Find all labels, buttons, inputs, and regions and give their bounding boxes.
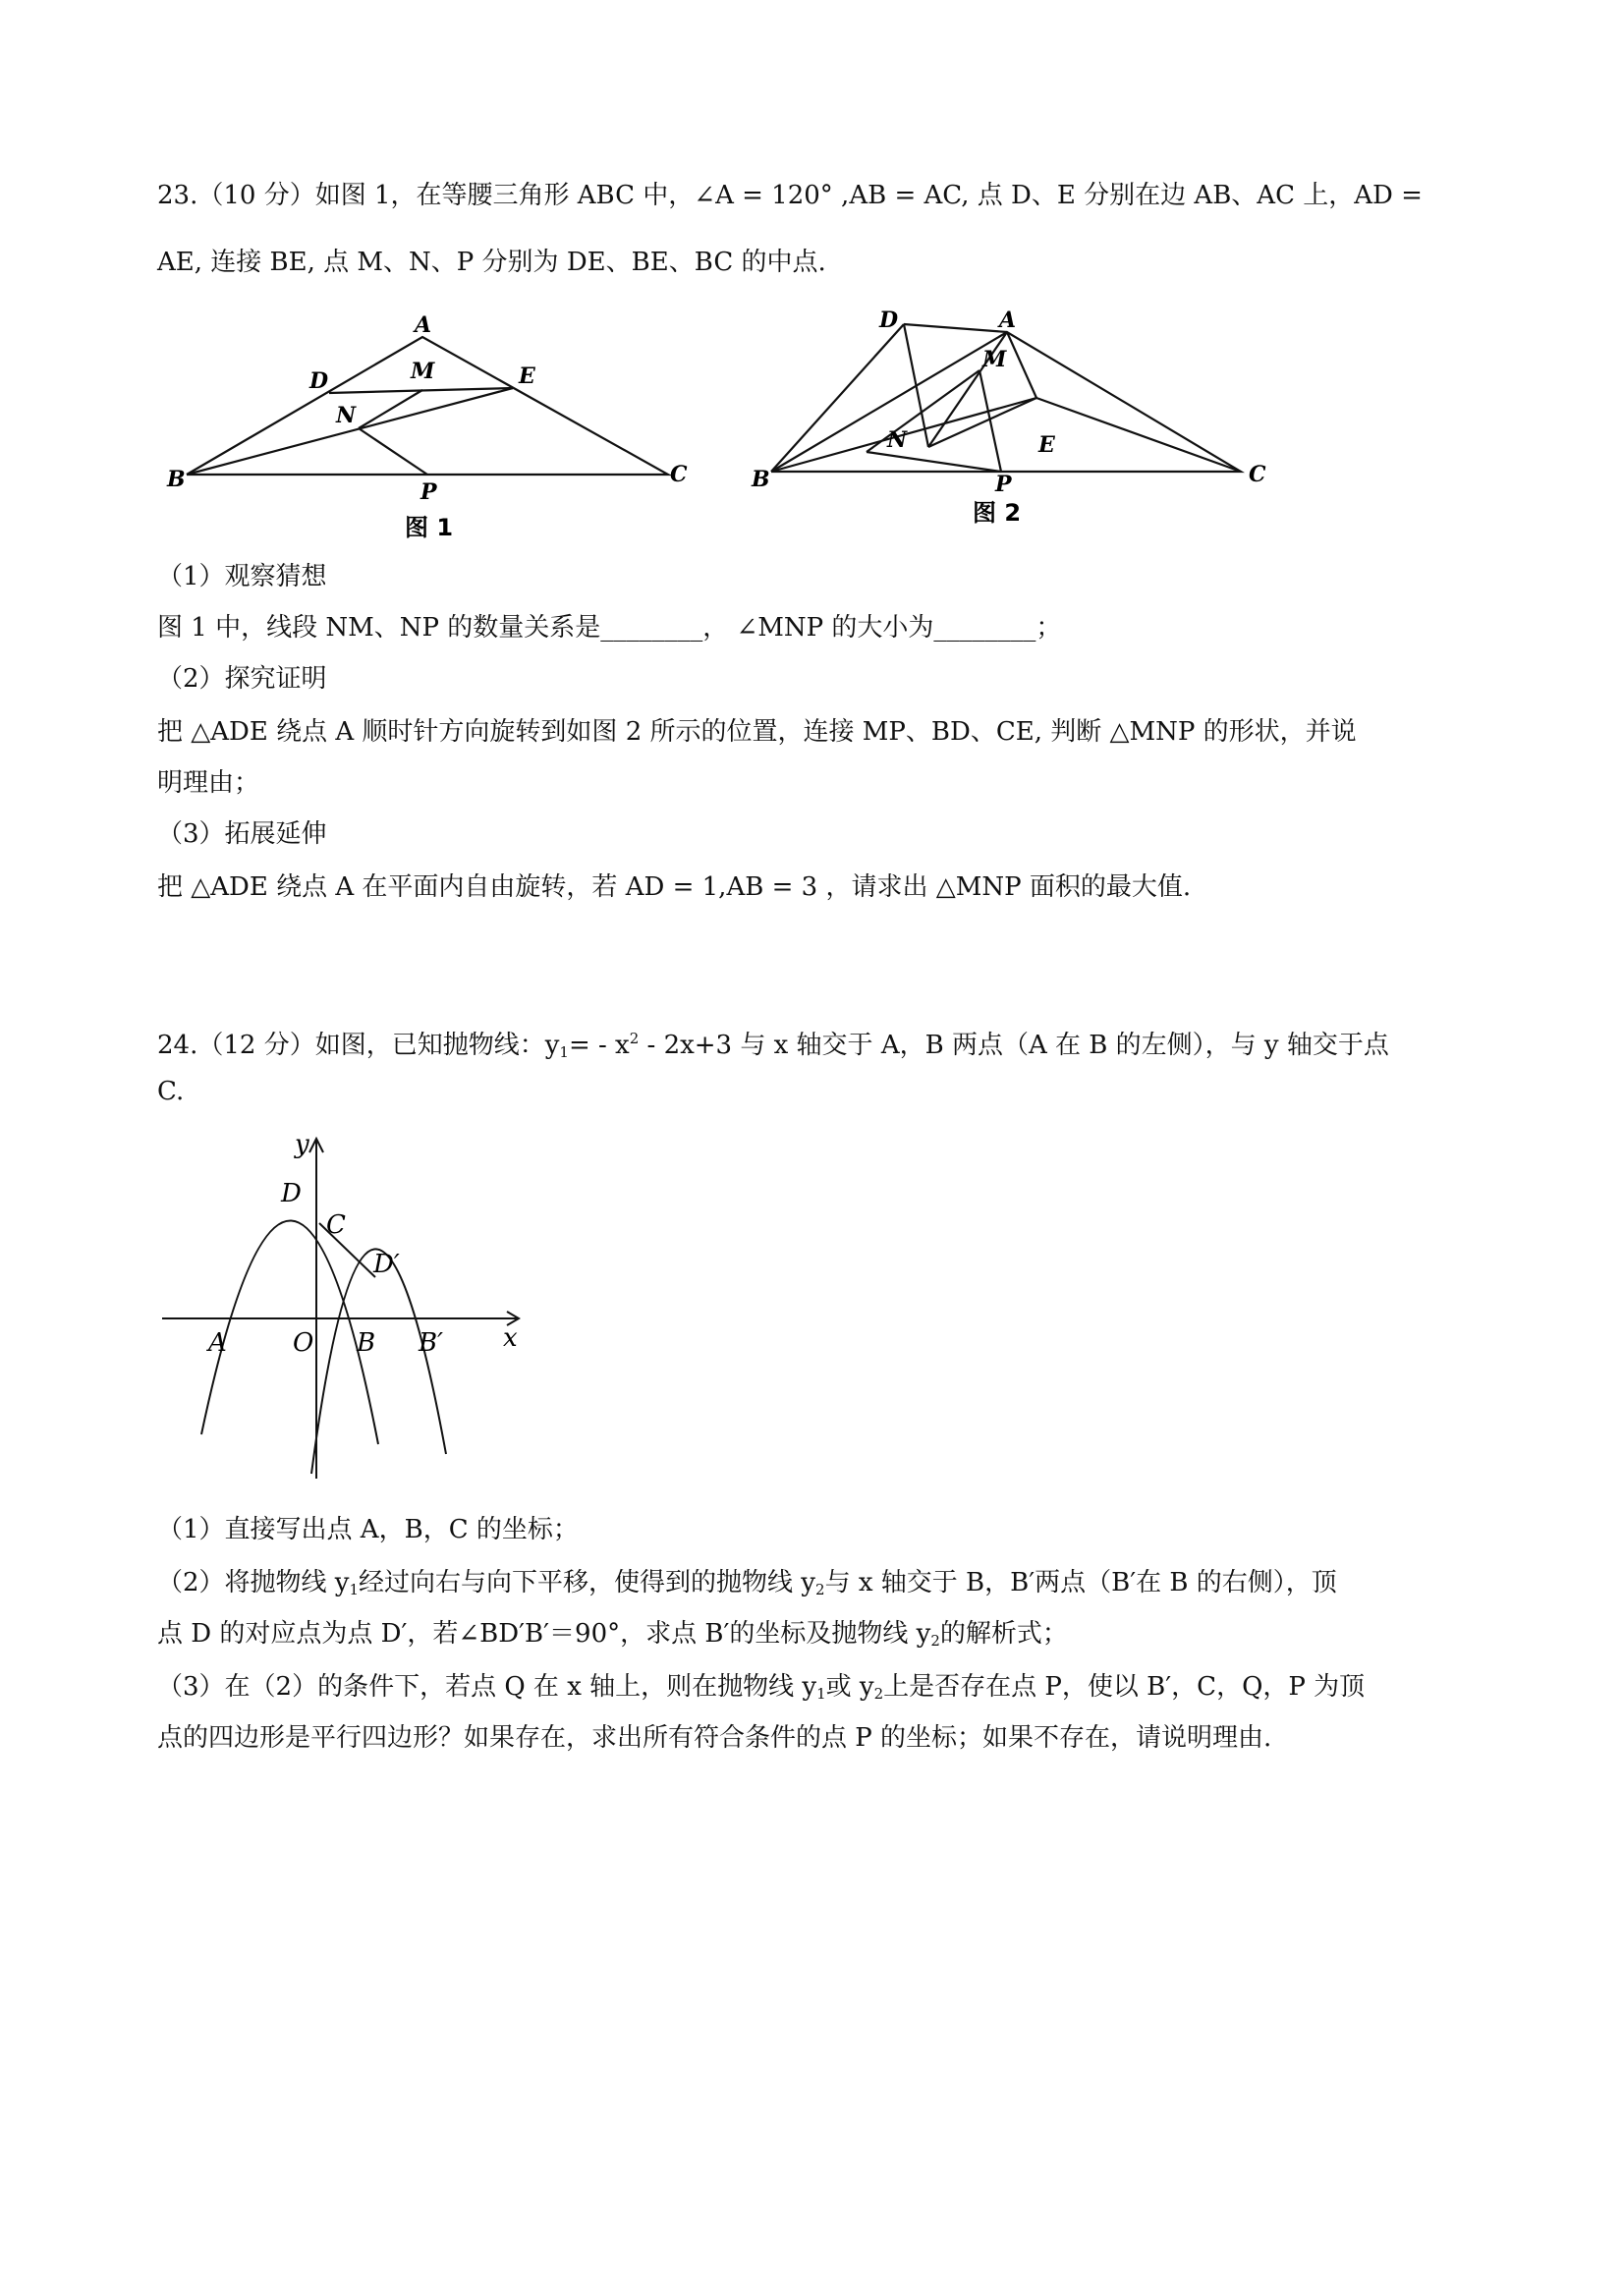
q23-part2-line2: 明理由； [157, 768, 260, 798]
fig1-label-p: P [420, 479, 437, 505]
q23-line-1: 23.（10 分）如图 1，在等腰三角形 ABC 中，∠A = 120° ,AB = AC, 点 D、E 分别在边 AB、AC 上，AD = [157, 181, 1423, 210]
graph-label-b: B [357, 1328, 376, 1358]
q23-part1-title: （1）观察猜想 [157, 562, 327, 591]
q23-part3-title: （3）拓展延伸 [157, 819, 327, 849]
q24-part2-line1: （2）将抛物线 $y_1$经过向右与向下平移，使得到的抛物线 $y_2$与 x 轴交于 B，B′两点（B′在 B 的右侧），顶 [157, 1568, 1337, 1598]
fig2-label-b: B [752, 467, 770, 492]
q23-part2-title: （2）探究证明 [157, 664, 327, 694]
q23-part3-text: 把 △ADE 绕点 A 在平面内自由旋转，若 AD = 1,AB = 3 ，请求出 △MNP 面积的最大值. [157, 872, 1192, 902]
q24-part3-line1: （3）在（2）的条件下，若点 Q 在 x 轴上，则在抛物线 $y_1$或 $y_2$上是否存在点 P，使以 B′，C，Q，P 为顶 [157, 1672, 1366, 1703]
q24-part1: （1）直接写出点 A，B，C 的坐标； [157, 1515, 579, 1544]
graph-label-dprime: D′ [373, 1250, 400, 1279]
fig1-label-d: D [309, 368, 329, 394]
q23-part2-line1: 把 △ADE 绕点 A 顺时针方向旋转到如图 2 所示的位置，连接 MP、BD、CE, 判断 △MNP 的形状，并说 [157, 717, 1357, 747]
q24-line-2: C. [157, 1077, 185, 1106]
figure-1 [157, 305, 707, 550]
graph-label-c: C [326, 1210, 346, 1240]
parabola-y2 [311, 1249, 446, 1474]
fig1-label-e: E [519, 364, 535, 389]
q24-part2-line2: 点 D 的对应点为点 D′，若∠BD′B′＝90°，求点 B′的坐标及抛物线 $y_2$的解析式； [157, 1619, 1068, 1650]
fig1-label-a: A [415, 312, 432, 338]
fig2-label-c: C [1249, 462, 1266, 487]
fig2-label-a: A [999, 308, 1017, 333]
fig2-caption: 图 2 [973, 499, 1022, 527]
graph-label-bprime: B′ [419, 1328, 444, 1358]
fig2-label-e: E [1038, 432, 1055, 458]
fig2-label-m: M [982, 347, 1007, 372]
fig2-label-d: D [879, 308, 899, 333]
q23-line-2: AE, 连接 BE, 点 M、N、P 分别为 DE、BE、BC 的中点. [157, 248, 826, 277]
parabola-graph [157, 1125, 550, 1488]
figure-1-lines [187, 337, 668, 475]
q24-line-1: 24.（12 分）如图，已知抛物线：$y_1= - x^2 - 2x+3$ 与 x 轴交于 A，B 两点（A 在 B 的左侧），与 y 轴交于点 [157, 1030, 1389, 1061]
fig1-label-m: M [411, 359, 435, 384]
fig1-label-n: N [336, 403, 357, 428]
fig2-label-n: N [887, 427, 908, 453]
q23-part1-text: 图 1 中，线段 NM、NP 的数量关系是________， ∠MNP 的大小为________； [157, 613, 1062, 643]
graph-label-a: A [208, 1328, 227, 1358]
fig1-label-c: C [670, 462, 688, 487]
graph-label-x: x [503, 1323, 518, 1353]
fig2-label-p: P [995, 472, 1012, 497]
fig1-label-b: B [167, 467, 186, 492]
q24-part3-line2: 点的四边形是平行四边形？如果存在，求出所有符合条件的点 P 的坐标；如果不存在，请说明理由. [157, 1723, 1272, 1753]
graph-label-d: D [281, 1179, 302, 1208]
graph-label-y: y [295, 1130, 309, 1159]
fig1-caption: 图 1 [405, 514, 454, 541]
graph-label-o: O [293, 1328, 314, 1358]
figure-2 [742, 300, 1292, 545]
